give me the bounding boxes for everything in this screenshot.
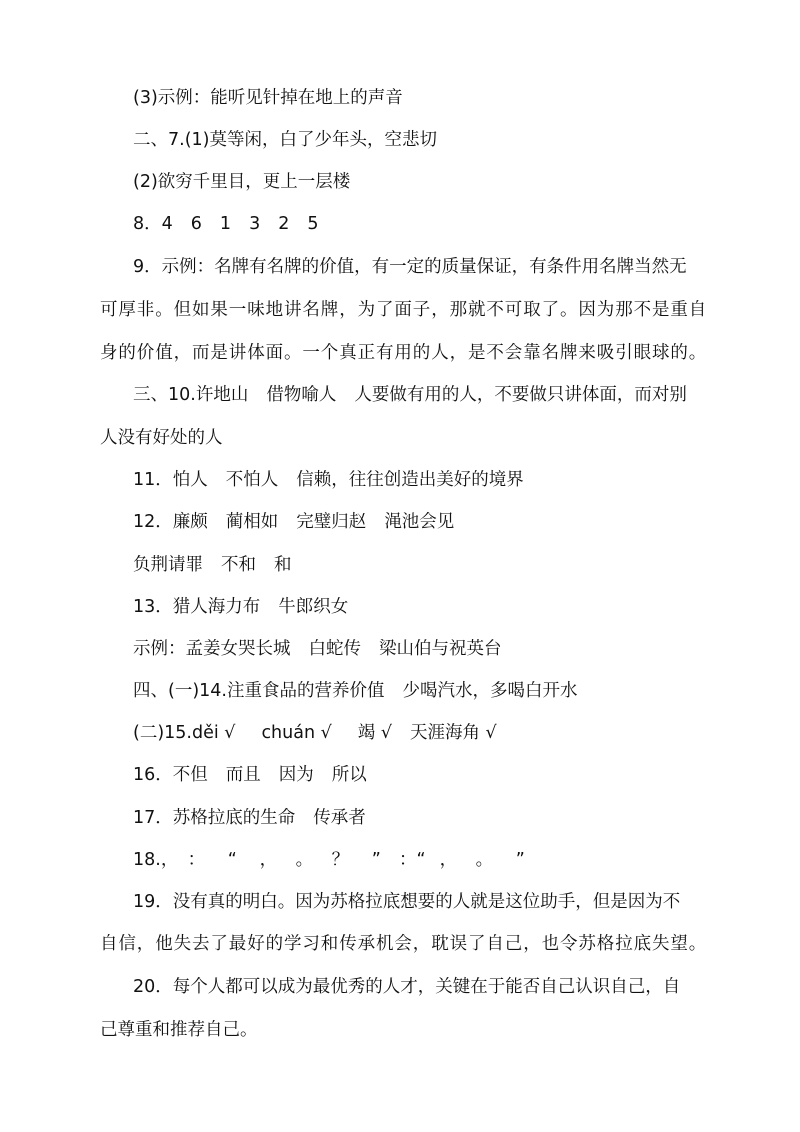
answer-6-3: (3)示例：能听见针掉在地上的声音: [133, 88, 403, 108]
answer-12-part-d: 渑池会见: [384, 512, 455, 532]
answer-13-example-c: 梁山伯与祝英台: [379, 639, 502, 659]
answer-8-number: 1: [219, 214, 232, 234]
answer-19-line2: 自信，他失去了最好的学习和传承机会，耽误了自己，也令苏格拉底失望。: [100, 934, 708, 954]
answer-20-line1: 20．每个人都可以成为最优秀的人才，关键在于能否自己认识自己，自: [133, 977, 681, 997]
answer-13-part-a: 13．猎人海力布: [133, 597, 261, 617]
answer-12-part-b: 蔺相如: [225, 512, 279, 532]
answer-13-example-a: 示例：孟姜女哭长城: [133, 639, 291, 659]
answer-11-part-a: 11．怕人: [133, 470, 208, 490]
punctuation-mark: ”: [515, 850, 525, 870]
answer-16: [133, 763, 733, 787]
answer-13: [133, 595, 733, 619]
answer-10-continued: 人没有好处的人: [100, 428, 223, 448]
punctuation-mark: 。: [295, 850, 314, 870]
punctuation-mark: ，: [259, 850, 278, 870]
answer-15: [133, 721, 733, 745]
punctuation-mark: 。: [475, 850, 494, 870]
answer-13-example-b: 白蛇传: [308, 639, 361, 659]
punctuation-mark: “: [227, 850, 237, 870]
answer-10: [133, 383, 733, 407]
answer-12-continued: [133, 553, 733, 577]
punctuation-mark: ：“: [399, 850, 426, 870]
answer-18: [133, 848, 733, 872]
answer-8-number: 3: [249, 214, 261, 234]
answer-8-number: 6: [190, 214, 202, 234]
answer-8-number: 2: [278, 214, 290, 234]
answer-14: [133, 679, 733, 703]
answer-11-part-c: 信赖，往往创造出美好的境界: [296, 470, 524, 490]
answer-16-part-a: 16．不但: [133, 765, 208, 785]
answer-7-1: 二、7.(1)莫等闲，白了少年头，空悲切: [133, 130, 437, 150]
answer-7-2: (2)欲穷千里目，更上一层楼: [133, 172, 351, 192]
answer-12: [133, 510, 733, 534]
answer-10-theme: 人要做有用的人，不要做只讲体面，而对别: [354, 385, 687, 405]
answer-16-part-c: 因为: [278, 765, 314, 785]
answer-17-part-a: 17．苏格拉底的生命: [133, 808, 296, 828]
answer-13-part-b: 牛郎织女: [278, 597, 349, 617]
answer-17-part-b: 传承者: [313, 808, 366, 828]
answer-10-author: 三、10.许地山: [133, 385, 249, 405]
answer-9-line1: 9．示例：名牌有名牌的价值，有一定的质量保证，有条件用名牌当然无: [133, 257, 687, 277]
answer-12-part-a: 12．廉颇: [133, 512, 208, 532]
answer-9-line3: 身的价值，而是讲体面。一个真正有用的人，是不会靠名牌来吸引眼球的。: [100, 343, 708, 363]
answer-14-part-b: 少喝汽水，多喝白开水: [402, 681, 578, 701]
answer-10-technique: 借物喻人: [266, 385, 337, 405]
answer-16-part-d: 所以: [331, 765, 367, 785]
answer-8-number: 4: [161, 214, 173, 234]
answer-17: [133, 806, 733, 830]
answer-20-line2: 己尊重和推荐自己。: [100, 1020, 258, 1040]
answer-11-part-b: 不怕人: [225, 470, 279, 490]
answer-15-part-b: chuán √: [261, 723, 332, 743]
punctuation-mark: ，: [439, 850, 458, 870]
answer-19-line1: 19．没有真的明白。因为苏格拉底想要的人就是这位助手，但是因为不: [133, 892, 681, 912]
answer-8: [133, 212, 733, 236]
answer-18-label: 18.，: [133, 850, 179, 870]
answer-8-number: 5: [307, 214, 319, 234]
answer-14-part-a: 四、(一)14.注重食品的营养价值: [133, 681, 385, 701]
punctuation-mark: ：: [187, 850, 206, 870]
answer-15-part-d: 天涯海角 √: [410, 723, 497, 743]
answer-16-part-b: 而且: [225, 765, 261, 785]
answer-8-label: 8．: [133, 214, 162, 234]
answer-15-part-a: (二)15.děi √: [133, 723, 236, 743]
answer-9-line2: 可厚非。但如果一味地讲名牌，为了面子，那就不可取了。因为那不是重自: [100, 300, 708, 320]
answer-12-part-c: 完璧归赵: [296, 512, 367, 532]
answer-12-part-e: 负荆请罪: [133, 555, 203, 575]
answer-15-part-c: 竭 √: [357, 723, 392, 743]
answer-12-part-f: 不和: [221, 555, 256, 575]
answer-11: [133, 468, 733, 492]
answer-12-part-g: 和: [274, 555, 292, 575]
answer-13-examples: [133, 637, 733, 661]
punctuation-mark: ？: [331, 850, 350, 870]
punctuation-mark: ”: [371, 850, 381, 870]
